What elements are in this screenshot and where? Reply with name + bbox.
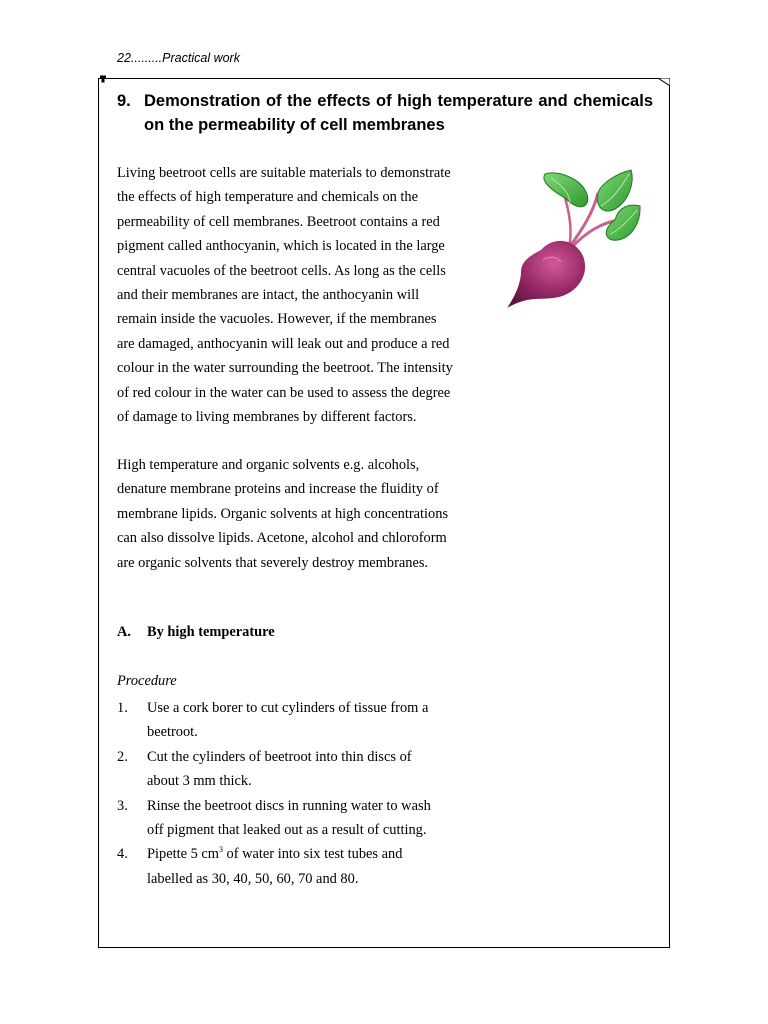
step-number: 3. — [117, 797, 128, 814]
paragraph-line: permeability of cell membranes. Beetroot contains a red — [117, 213, 440, 230]
step-line: off pigment that leaked out as a result of cutting. — [147, 822, 427, 839]
paragraph-line: of red colour in the water can be used to assess the degree — [117, 384, 451, 401]
paragraph-line: pigment called anthocyanin, which is located in the large — [117, 238, 445, 255]
step-number: 4. — [117, 846, 128, 863]
paragraph-line: central vacuoles of the beetroot cells. As long as the cells — [117, 262, 446, 279]
paragraph-line: remain inside the vacuoles. However, if the membranes — [117, 311, 437, 328]
procedure-step — [117, 745, 477, 794]
procedure-step — [117, 696, 477, 745]
paragraph-line: Living beetroot cells are suitable materials to demonstrate — [117, 165, 451, 181]
step-number: 1. — [117, 700, 128, 716]
subsection-heading — [117, 624, 275, 641]
paragraph-line: membrane lipids. Organic solvents at high concentrations — [117, 505, 449, 522]
section-title — [117, 89, 653, 137]
step-line — [147, 842, 402, 866]
paragraph-line: are damaged, anthocyanin will leak out and produce a red — [117, 335, 450, 352]
procedure-label: Procedure — [117, 673, 177, 689]
step-line: Use a cork borer to cut cylinders of tissue from a — [147, 700, 429, 716]
section-number: 9. — [117, 92, 131, 110]
step-line: about 3 mm thick. — [147, 773, 252, 790]
intro-paragraph — [117, 161, 477, 429]
paragraph-line: and their membranes are intact, the anthocyanin will — [117, 287, 420, 304]
procedure-steps — [117, 696, 477, 891]
paragraph-line: High temperature and organic solvents e.g. alcohols, — [117, 457, 420, 473]
step-number: 2. — [117, 748, 128, 765]
beetroot-illustration — [503, 168, 643, 310]
step-line: beetroot. — [147, 724, 198, 741]
step-line: Rinse the beetroot discs in running water to wash — [147, 797, 431, 814]
paragraph-line: denature membrane proteins and increase the fluidity of — [117, 481, 439, 498]
step-text-after: of water into six test tubes and — [222, 846, 403, 863]
running-header: 22.........Practical work — [117, 51, 240, 65]
step-text-before: Pipette 5 cm — [147, 846, 219, 863]
paragraph-line: colour in the water surrounding the beetroot. The intensity — [117, 360, 453, 377]
paragraph-line: can also dissolve lipids. Acetone, alcohol and chloroform — [117, 530, 447, 547]
paragraph-line: of damage to living membranes by different factors. — [117, 409, 417, 426]
subsection-title: By high temperature — [147, 624, 275, 640]
section-title-text: Demonstration of the effects of high temperature and chemicals on the permeability of cell membranes — [144, 92, 653, 134]
step-line: labelled as 30, 40, 50, 60, 70 and 80. — [147, 870, 359, 887]
procedure-step — [117, 794, 477, 843]
superscript-three: 3 — [218, 845, 223, 855]
pin-marker-icon — [99, 75, 107, 84]
subsection-letter: A. — [117, 624, 131, 640]
paragraph-line: the effects of high temperature and chemicals on the — [117, 189, 419, 206]
page-corner-fold-icon — [658, 78, 670, 87]
step-line: Cut the cylinders of beetroot into thin discs of — [147, 748, 412, 765]
paragraph-line: are organic solvents that severely destroy membranes. — [117, 554, 429, 571]
solvents-paragraph — [117, 453, 477, 575]
procedure-step — [117, 842, 477, 891]
